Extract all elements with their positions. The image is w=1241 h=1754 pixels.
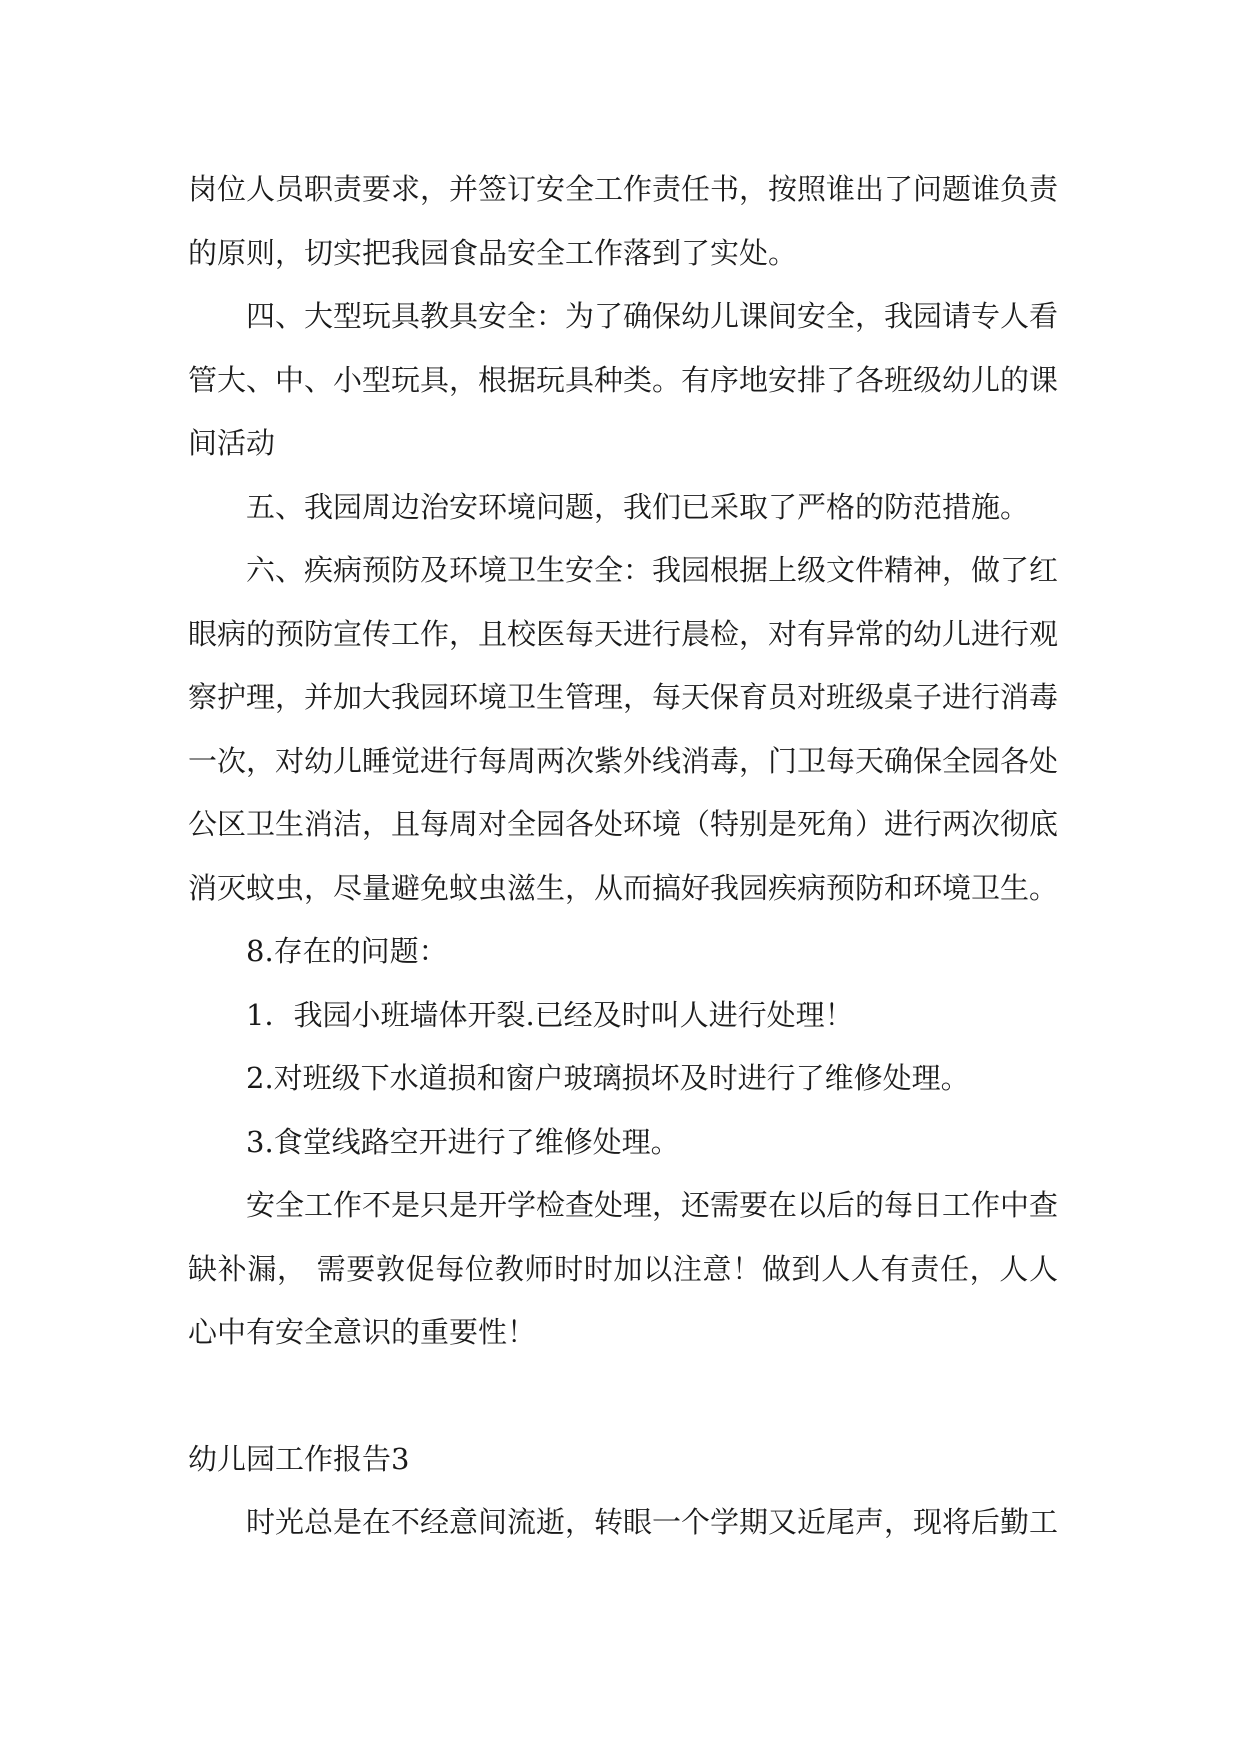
paragraph-conclusion: 安全工作不是只是开学检查处理，还需要在以后的每日工作中查缺补漏， 需要敦促每位教师时时加以注意！做到人人有责任，人人心中有安全意识的重要性！ <box>188 1188 1059 1349</box>
paragraph-problem-3: 3.食堂线路空开进行了维修处理。 <box>246 1124 680 1159</box>
document-body <box>188 158 1058 1555</box>
paragraph-problems-heading: 8.存在的问题： <box>246 934 448 968</box>
paragraph-problem-2: 2.对班级下水道损和窗户玻璃损坏及时进行了维修处理。 <box>246 1061 970 1095</box>
paragraph-responsibility: 岗位人员职责要求，并签订安全工作责任书，按照谁出了问题谁负责的原则，切实把我园食品安全工作落到了实处。 <box>188 172 1059 270</box>
paragraph-toy-safety: 四、大型玩具教具安全：为了确保幼儿课间安全，我园请专人看管大、中、小型玩具，根据玩具种类。有序地安排了各班级幼儿的课间活动 <box>188 299 1059 460</box>
paragraph-security-environment: 五、我园周边治安环境问题，我们已采取了严格的防范措施。 <box>246 489 1030 524</box>
paragraph-disease-prevention: 六、疾病预防及环境卫生安全：我园根据上级文件精神，做了红眼病的预防宣传工作，且校医每天进行晨检，对有异常的幼儿进行观察护理，并加大我园环境卫生管理，每天保育员对班级桌子进行消毒一次，对幼儿睡觉进行每周两次紫外线消毒，门卫每天确保全园各处公区卫生消洁，且每周对全园各处环境（特别是死角）进行两次彻底消灭蚊虫，尽量避免蚊虫滋生，从而搞好我园疾病预防和环境卫生。 <box>188 553 1059 905</box>
paragraph-report-intro: 时光总是在不经意间流逝，转眼一个学期又近尾声，现将后勤工 <box>246 1505 1059 1539</box>
section-title: 幼儿园工作报告3 <box>188 1441 410 1476</box>
paragraph-problem-1: 1．我园小班墙体开裂.已经及时叫人进行处理！ <box>246 997 854 1032</box>
